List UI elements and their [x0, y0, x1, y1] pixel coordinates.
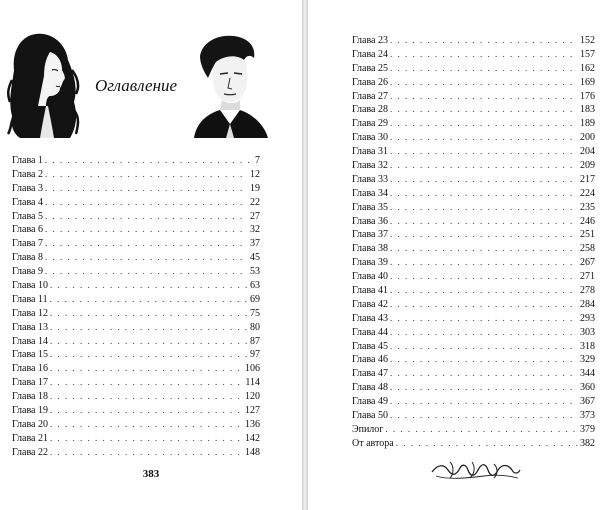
- toc-entry[interactable]: Глава 27 . . . 176: [352, 90, 595, 104]
- toc-entry[interactable]: Глава 34 . . . 224: [352, 187, 595, 201]
- toc-entry[interactable]: Глава 17 . . . 114: [12, 376, 260, 390]
- toc-entry[interactable]: Глава 5 . . . 27: [12, 210, 260, 224]
- toc-entry[interactable]: Глава 31 . . . 204: [352, 145, 595, 159]
- toc-entry[interactable]: Глава 44 . . . 303: [352, 326, 595, 340]
- toc-entry[interactable]: Глава 18 . . . 120: [12, 390, 260, 404]
- toc-entry[interactable]: Глава 26 . . . 169: [352, 76, 595, 90]
- toc-entry[interactable]: Глава 21 . . . 142: [12, 432, 260, 446]
- toc-entry[interactable]: Глава 23 . . . 152: [352, 34, 595, 48]
- toc-entry[interactable]: Глава 36 . . . 246: [352, 215, 595, 229]
- toc-entry[interactable]: Глава 43 . . . 293: [352, 312, 595, 326]
- toc-entry[interactable]: Глава 20 . . . 136: [12, 418, 260, 432]
- toc-entry[interactable]: Глава 39 . . . 267: [352, 256, 595, 270]
- toc-entry[interactable]: Глава 41 . . . 278: [352, 284, 595, 298]
- toc-entry[interactable]: Глава 48 . . . 360: [352, 381, 595, 395]
- toc-entry[interactable]: Глава 10 . . . 63: [12, 279, 260, 293]
- toc-entry[interactable]: Глава 33 . . . 217: [352, 173, 595, 187]
- toc-entry[interactable]: Глава 35 . . . 235: [352, 201, 595, 215]
- toc-list-right: [352, 34, 595, 451]
- toc-entry[interactable]: Глава 3 . . . 19: [12, 182, 260, 196]
- toc-entry[interactable]: Глава 24 . . . 157: [352, 48, 595, 62]
- toc-entry[interactable]: Глава 8 . . . 45: [12, 251, 260, 265]
- toc-entry[interactable]: Глава 15 . . . 97: [12, 348, 260, 362]
- toc-entry[interactable]: Глава 45 . . . 318: [352, 340, 595, 354]
- decorative-flourish-icon: [428, 456, 524, 484]
- toc-entry[interactable]: Глава 12 . . . 75: [12, 307, 260, 321]
- toc-entry[interactable]: Глава 38 . . . 258: [352, 242, 595, 256]
- toc-entry[interactable]: Глава 4 . . . 22: [12, 196, 260, 210]
- toc-entry[interactable]: Глава 29 . . . 189: [352, 117, 595, 131]
- toc-entry[interactable]: От автора . . . 382: [352, 437, 595, 451]
- toc-entry[interactable]: Глава 6 . . . 32: [12, 223, 260, 237]
- toc-entry[interactable]: Глава 50 . . . 373: [352, 409, 595, 423]
- toc-list-left: [12, 154, 260, 460]
- toc-entry[interactable]: Глава 13 . . . 80: [12, 321, 260, 335]
- toc-entry[interactable]: Глава 49 . . . 367: [352, 395, 595, 409]
- toc-entry[interactable]: Глава 9 . . . 53: [12, 265, 260, 279]
- right-page: [308, 0, 600, 510]
- toc-entry[interactable]: Глава 28 . . . 183: [352, 103, 595, 117]
- toc-entry[interactable]: Глава 37 . . . 251: [352, 228, 595, 242]
- toc-entry[interactable]: Глава 7 . . . 37: [12, 237, 260, 251]
- toc-entry[interactable]: Глава 47 . . . 344: [352, 367, 595, 381]
- toc-title: Оглавление: [95, 76, 178, 95]
- toc-entry[interactable]: Глава 11 . . . 69: [12, 293, 260, 307]
- toc-entry[interactable]: Глава 40 . . . 271: [352, 270, 595, 284]
- woman-portrait-illustration: [6, 30, 82, 140]
- man-portrait-illustration: [190, 34, 270, 138]
- toc-entry[interactable]: Глава 2 . . . 12: [12, 168, 260, 182]
- toc-entry[interactable]: Глава 30 . . . 200: [352, 131, 595, 145]
- toc-entry[interactable]: Глава 25 . . . 162: [352, 62, 595, 76]
- toc-entry[interactable]: Глава 32 . . . 209: [352, 159, 595, 173]
- toc-entry[interactable]: Эпилог . . . 379: [352, 423, 595, 437]
- toc-entry[interactable]: Глава 46 . . . 329: [352, 353, 595, 367]
- toc-entry[interactable]: Глава 19 . . . 127: [12, 404, 260, 418]
- toc-entry[interactable]: Глава 14 . . . 87: [12, 335, 260, 349]
- toc-entry[interactable]: Глава 1 . . . 7: [12, 154, 260, 168]
- toc-entry[interactable]: Глава 22 . . . 148: [12, 446, 260, 460]
- toc-entry[interactable]: Глава 42 . . . 284: [352, 298, 595, 312]
- toc-entry[interactable]: Глава 16 . . . 106: [12, 362, 260, 376]
- page-number: 383: [142, 468, 160, 480]
